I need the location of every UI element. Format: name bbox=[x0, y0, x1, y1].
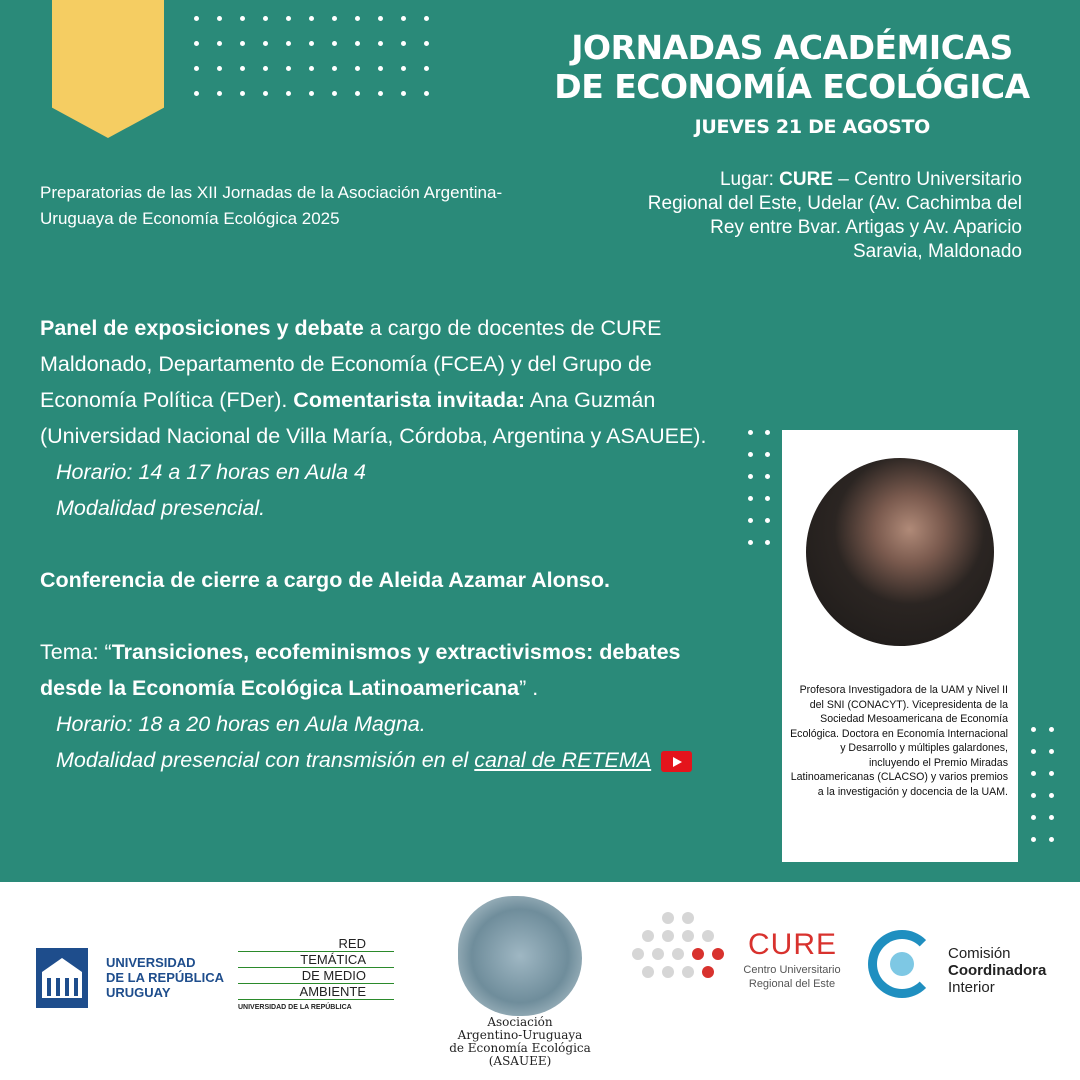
venue-label: Lugar: bbox=[719, 169, 780, 190]
retema-line: TEMÁTICA bbox=[238, 952, 394, 968]
commentator-text: Ana Guzmán (Universidad Nacional de Villa María, Córdoba, Argentina y ASAUEE). bbox=[40, 388, 707, 448]
retema-line: RED bbox=[238, 936, 394, 952]
retema-channel-link[interactable]: canal de RETEMA bbox=[474, 748, 652, 772]
retema-logo bbox=[238, 936, 394, 1000]
panel-description bbox=[40, 310, 710, 454]
venue-place: CURE bbox=[779, 169, 833, 190]
topic-end: ” . bbox=[519, 676, 539, 700]
ccc-line: Interior bbox=[948, 979, 995, 996]
ccc-line: Coordinadora bbox=[948, 962, 1047, 979]
asauee-map-logo bbox=[458, 896, 582, 1016]
spacer bbox=[40, 526, 710, 562]
dot-pattern-card-right bbox=[1031, 727, 1054, 842]
speaker-photo bbox=[806, 458, 994, 646]
ccc-logo-dot bbox=[890, 952, 914, 976]
retema-line: DE MEDIO bbox=[238, 968, 394, 984]
venue-info bbox=[642, 168, 1022, 264]
asauee-line: (ASAUEE) bbox=[488, 1054, 552, 1068]
panel-text: a cargo de docentes de CURE Maldonado, Departamento de Economía (FCEA) y del Grupo de Economía Política (FDer). bbox=[40, 316, 662, 412]
asauee-name bbox=[420, 1016, 620, 1068]
udelar-name bbox=[106, 955, 224, 1000]
spacer bbox=[40, 598, 710, 634]
cure-dots-icon bbox=[628, 910, 732, 986]
panel-schedule: Horario: 14 a 17 horas en Aula 4 bbox=[56, 460, 366, 484]
modality-text: Modalidad presencial con transmisión en el bbox=[56, 748, 475, 772]
yellow-ribbon bbox=[52, 0, 164, 138]
udelar-logo bbox=[36, 948, 88, 1008]
udelar-line: UNIVERSIDAD bbox=[106, 955, 196, 970]
conference-schedule: Horario: 18 a 20 horas en Aula Magna. bbox=[56, 712, 426, 736]
topic-title: Transiciones, ecofeminismos y extractivismos: debates desde la Economía Ecológica Latinoamericana bbox=[40, 640, 681, 700]
program-details bbox=[40, 310, 710, 778]
conference-modality bbox=[40, 742, 710, 778]
cure-subtitle bbox=[740, 963, 844, 991]
speaker-bio: Profesora Investigadora de la UAM y Nivel II del SNI (CONACYT). Vicepresidenta de la Sociedad Mesoamericana de Economía Ecológica. Doctora en Economía Internacional y Desarrollo y múltiples galardones, incluyendo el Premio Miradas Latinoamericanas (CLACSO) y varios premios a la investigación y docencia de la UAM. bbox=[790, 684, 1008, 798]
dot-pattern-card-left bbox=[748, 430, 770, 545]
cure-sub-line: Regional del Este bbox=[748, 978, 836, 990]
panel-heading: Panel de exposiciones y debate bbox=[40, 316, 364, 340]
cure-sub-line: Centro Universitario bbox=[743, 964, 841, 976]
preparatory-note bbox=[40, 180, 510, 232]
conference-heading bbox=[40, 562, 710, 598]
cure-name: CURE bbox=[748, 928, 838, 961]
asauee-line: de Economía Ecológica bbox=[449, 1041, 591, 1055]
ccc-line: Comisión bbox=[948, 945, 1011, 962]
youtube-icon[interactable] bbox=[661, 751, 692, 772]
udelar-line: DE LA REPÚBLICA bbox=[106, 970, 224, 985]
udelar-line: URUGUAY bbox=[106, 985, 171, 1000]
conference-title: Conferencia de cierre a cargo de Aleida Azamar Alonso. bbox=[40, 568, 610, 592]
ccc-name bbox=[948, 945, 1046, 996]
preparatory-text: Preparatorias de las XII Jornadas de la Asociación Argentina-Uruguaya de Economía Ecológica 2025 bbox=[40, 183, 503, 228]
event-title: JORNADAS ACADÉMICAS DE ECONOMÍA ECOLÓGICA bbox=[554, 28, 1030, 106]
conference-topic bbox=[40, 634, 710, 706]
venue-details: – Centro Universitario Regional del Este, Udelar (Av. Cachimba del Rey entre Bvar. Artigas y Av. Aparicio Saravia, Maldonado bbox=[647, 169, 1022, 262]
commentator-label: Comentarista invitada: bbox=[293, 388, 526, 412]
asauee-line: Asociación bbox=[487, 1015, 553, 1029]
panel-modality: Modalidad presencial. bbox=[56, 496, 266, 520]
topic-label: Tema: “ bbox=[40, 640, 112, 664]
event-date: JUEVES 21 DE AGOSTO bbox=[694, 116, 930, 138]
dot-pattern-top bbox=[194, 16, 429, 96]
asauee-line: Argentino-Uruguaya bbox=[457, 1028, 583, 1042]
retema-subtitle: UNIVERSIDAD DE LA REPÚBLICA bbox=[238, 1004, 352, 1011]
retema-line: AMBIENTE bbox=[238, 984, 394, 1000]
